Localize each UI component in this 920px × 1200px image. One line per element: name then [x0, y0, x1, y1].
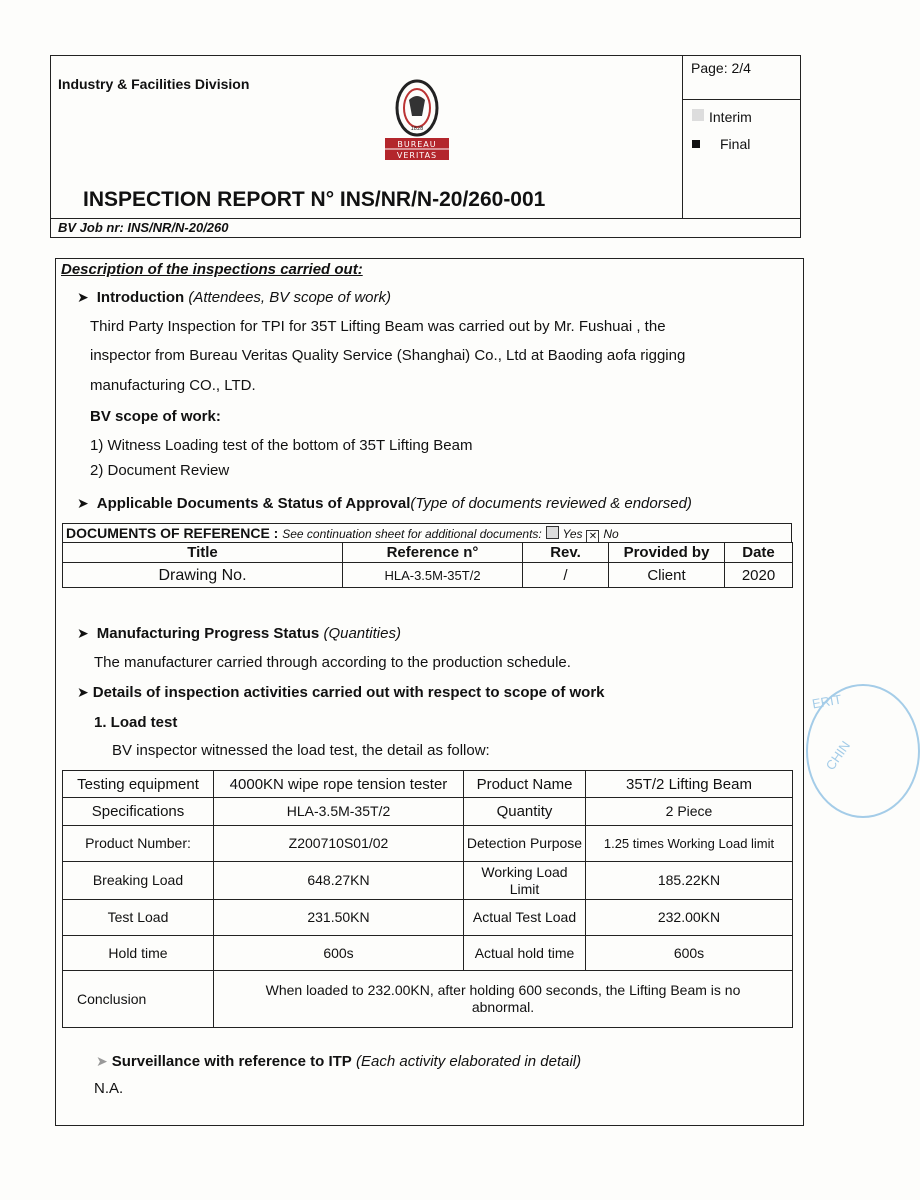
bureau-veritas-logo	[384, 78, 450, 162]
cell-value: 1.25 times Working Load limit	[586, 826, 793, 862]
cell-label: Product Name	[464, 771, 586, 798]
cell-value: 232.00KN	[586, 900, 793, 936]
table-row	[63, 936, 793, 971]
docs-title: Applicable Documents & Status of Approval	[96, 495, 411, 512]
progress-title: Manufacturing Progress Status	[96, 625, 320, 642]
documents-cell-date: 2020	[725, 563, 793, 588]
cell-label: Specifications	[63, 798, 214, 826]
cell-label: Breaking Load	[63, 862, 214, 900]
cell-value: 2 Piece	[586, 798, 793, 826]
header-divider-h	[682, 99, 801, 100]
documents-ref-note: See continuation sheet for additional documents:	[282, 527, 542, 541]
documents-ref-header	[66, 525, 619, 543]
table-row	[63, 771, 793, 798]
cell-value: 600s	[586, 936, 793, 971]
no-label: No	[603, 527, 619, 541]
cell-label: Detection Purpose	[464, 826, 586, 862]
cell-label: Test Load	[63, 900, 214, 936]
surveillance-title: Surveillance with reference to ITP	[111, 1053, 352, 1070]
cell-value: Z200710S01/02	[214, 826, 464, 862]
cell-label: Working Load Limit	[464, 862, 586, 900]
surveillance-text: N.A.	[94, 1080, 124, 1097]
documents-col-provided: Provided by	[609, 543, 725, 563]
report-title: INSPECTION REPORT N° INS/NR/N-20/260-001	[83, 188, 546, 211]
arrow-icon: ➤	[77, 684, 89, 700]
conclusion-label: Conclusion	[63, 971, 214, 1028]
intro-line-2: inspector from Bureau Veritas Quality Service (Shanghai) Co., Ltd at Baoding aofa rigging	[90, 347, 686, 364]
conclusion-text: When loaded to 232.00KN, after holding 600 seconds, the Lifting Beam is no abnormal.	[214, 971, 793, 1028]
intro-heading	[77, 289, 391, 306]
cell-label: Actual hold time	[464, 936, 586, 971]
documents-cell-provided: Client	[609, 563, 725, 588]
arrow-icon: ➤	[77, 289, 89, 305]
details-heading	[77, 684, 605, 701]
intro-sub: (Attendees, BV scope of work)	[188, 289, 391, 306]
cell-label: Testing equipment	[63, 771, 214, 798]
intro-title: Introduction	[96, 289, 185, 306]
documents-col-rev: Rev.	[523, 543, 609, 563]
documents-cell-title: Drawing No.	[63, 563, 343, 588]
svg-text:BUREAU: BUREAU	[397, 140, 437, 149]
arrow-icon: ➤	[77, 625, 89, 641]
load-test-title: 1. Load test	[94, 714, 178, 731]
details-title: Details of inspection activities carried out with respect to scope of work	[92, 684, 605, 701]
cell-label: Actual Test Load	[464, 900, 586, 936]
final-label: Final	[720, 136, 751, 152]
cell-value: 231.50KN	[214, 900, 464, 936]
cell-label: Product Number:	[63, 826, 214, 862]
table-row	[63, 971, 793, 1028]
inspection-stamp: ERIT CHIN	[806, 684, 920, 818]
table-row	[63, 563, 793, 588]
load-test-text: BV inspector witnessed the load test, the detail as follow:	[112, 742, 490, 759]
arrow-icon: ➤	[96, 1053, 108, 1069]
cell-value: 35T/2 Lifting Beam	[586, 771, 793, 798]
yes-checkbox	[546, 526, 559, 539]
documents-cell-rev: /	[523, 563, 609, 588]
progress-sub: (Quantities)	[323, 625, 401, 642]
table-row	[63, 900, 793, 936]
docs-heading	[77, 495, 692, 512]
cell-label: Quantity	[464, 798, 586, 826]
table-row	[63, 798, 793, 826]
arrow-icon: ➤	[77, 495, 89, 511]
cell-value: 185.22KN	[586, 862, 793, 900]
documents-col-reference: Reference n°	[343, 543, 523, 563]
scope-title: BV scope of work:	[90, 408, 221, 425]
documents-header-row	[63, 543, 793, 563]
interim-label: Interim	[709, 109, 752, 125]
docs-sub: (Type of documents reviewed & endorsed)	[410, 495, 692, 512]
svg-text:VERITAS: VERITAS	[396, 151, 438, 160]
scope-item-1: 1) Witness Loading test of the bottom of 35T Lifting Beam	[90, 437, 473, 454]
interim-checkbox	[692, 109, 704, 121]
progress-text: The manufacturer carried through according to the production schedule.	[94, 654, 571, 671]
surveillance-heading	[96, 1053, 581, 1070]
cell-value: HLA-3.5M-35T/2	[214, 798, 464, 826]
intro-line-1: Third Party Inspection for TPI for 35T Lifting Beam was carried out by Mr. Fushuai , the	[90, 318, 666, 335]
surveillance-sub: (Each activity elaborated in detail)	[356, 1053, 582, 1070]
job-number: BV Job nr: INS/NR/N-20/260	[58, 220, 229, 235]
header-divider	[682, 55, 683, 219]
cell-label: Hold time	[63, 936, 214, 971]
division-label: Industry & Facilities Division	[58, 76, 250, 92]
table-row	[63, 826, 793, 862]
scope-item-2: 2) Document Review	[90, 462, 230, 479]
table-row	[63, 862, 793, 900]
cell-value: 4000KN wipe rope tension tester	[214, 771, 464, 798]
svg-text:1828: 1828	[410, 126, 424, 132]
documents-col-title: Title	[63, 543, 343, 563]
load-test-table	[62, 770, 793, 1028]
cell-value: 600s	[214, 936, 464, 971]
page-number: Page: 2/4	[691, 60, 751, 76]
no-checkbox-checked-icon: ✕	[586, 530, 599, 543]
documents-ref-label: DOCUMENTS OF REFERENCE :	[66, 525, 279, 541]
final-checkbox	[692, 140, 700, 148]
description-heading: Description of the inspections carried out:	[61, 261, 363, 278]
intro-line-3: manufacturing CO., LTD.	[90, 377, 256, 394]
cell-value: 648.27KN	[214, 862, 464, 900]
documents-table	[62, 542, 793, 588]
progress-heading	[77, 625, 401, 642]
yes-label: Yes	[562, 527, 583, 541]
documents-cell-reference: HLA-3.5M-35T/2	[343, 563, 523, 588]
documents-col-date: Date	[725, 543, 793, 563]
